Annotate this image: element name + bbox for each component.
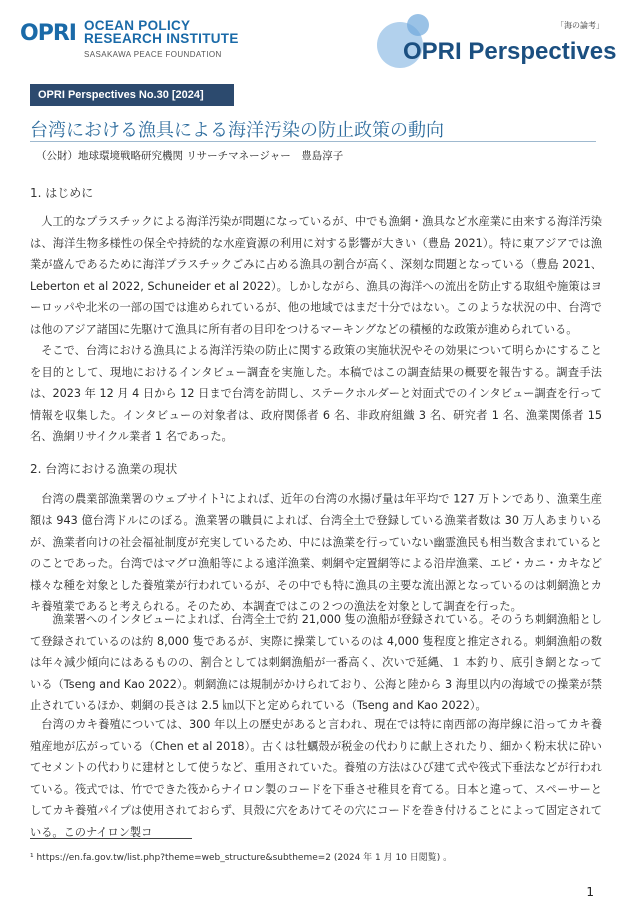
paragraph-fisheries-1-a: 台湾の農業部漁業署のウェブサイト bbox=[41, 492, 221, 506]
page-title: 台湾における漁具による海洋汚染の防止政策の動向 bbox=[30, 120, 444, 141]
footnote: ¹ https://en.fa.gov.tw/list.php?theme=web_structure&subtheme=2 (2024 年 1 月 10 日閲覧) 。 bbox=[30, 853, 453, 863]
institute-name bbox=[84, 19, 239, 45]
series-name: OPRI Perspectives bbox=[403, 38, 617, 65]
section-heading-intro: 1. はじめに bbox=[30, 186, 94, 200]
logo-circle-small bbox=[407, 14, 429, 36]
footnote-ref: 1 bbox=[220, 492, 225, 500]
paragraph-intro-2: そこで、台湾における漁具による海洋汚染の防止に関する政策の実施状況やその効果について明らかにすることを目的として、現地におけるインタビュー調査を実施した。本稿ではこの調査結果の概要を報告する。調査手法は、2023 年 12 月 4 日から 12 日まで台湾を訪問し、ステークホルダーと対面式でのインタビュー調査を行って情報を収集した。インタビューの対象者は、政府関係者 6 名、非政府組織 3 名、研究者 1 名、漁業関係者 15 名、漁網リサイクル業者 1 名であった。 bbox=[30, 344, 602, 443]
opri-perspectives-logo bbox=[369, 12, 617, 74]
opri-logo-mark: OPRI bbox=[20, 21, 76, 46]
paragraph-intro-1: 人工的なプラスチックによる海洋汚染が問題になっているが、中でも漁網・漁具など水産業に由来する海洋汚染は、海洋生物多様性の保全や持続的な水産資源の利用に対する影響が大きい（豊島 2021）。特に東アジアでは漁業が盛んであるために海洋プラスチックごみに占める漁具の割合が高く、深刻な問題となっている（豊島 2021、Leberton et al 2022, Schuneider et al 2022）。しかしながら、漁具の海洋への流出を防止する取組や施策はヨーロッパや北米の一部の国では進められているが、他の地域ではまだ十分ではない。このような状況の中、台湾では他のアジア諸国に先駆けて漁具に所有者の目印をつけるマーキングなどの積極的な政策が進められている。 bbox=[30, 215, 602, 336]
paragraph-fisheries-3: 台湾のカキ養殖については、300 年以上の歴史があると言われ、現在では特に南西部の海岸線に沿ってカキ養殖産地が広がっている（Chen et al 2018）。古くは牡蠣殻が税金の代わりに献上されたり、細かく粉末状に砕いてセメントの代わりに建材として使うなど、重用されていた。養殖の方法はひび建て式や筏式下垂法などが行われている。筏式では、竹でできた筏からナイロン製のコードを下垂させ稚貝を育てる。日本と違って、スペーサーとしてカキ養殖パイプは使用されておらず、貝殻に穴をあけてその穴にコードを巻き付けることによって固定されている。このナイロン製コ bbox=[30, 718, 602, 839]
institute-name-line1: OCEAN POLICY bbox=[84, 18, 191, 33]
paragraph-fisheries-1-b: によれば、近年の台湾の水揚げ量は年平均で 127 万トンであり、漁業生産額は 943 億台湾ドルにのぼる。漁業署の職員によれば、台湾全土で登録している漁業者数は 30 万人あまりいるが、漁業者向けの社会福祉制度が充実しているため、中には漁業を行っていない幽霊漁民も相当数含まれているとのことであった。台湾ではマグロ漁船等による遠洋漁業、刺網や定置網等による沿岸漁業、エビ・カニ・カキなど様々な種を対象とした養殖業が行われているが、その中でも特に漁具の主要な流出源となっているのは刺網漁とカキ養殖業であると考えられる。そのため、本調査ではこの２つの漁法を対象として調査を行った。 bbox=[30, 492, 602, 614]
institute-sub: SASAKAWA PEACE FOUNDATION bbox=[84, 50, 222, 59]
title-divider bbox=[30, 141, 596, 142]
series-badge: OPRI Perspectives No.30 [2024] bbox=[30, 84, 234, 106]
section-heading-fisheries: 2. 台湾における漁業の現状 bbox=[30, 462, 178, 476]
opri-logo bbox=[20, 13, 260, 63]
series-tag: 「海の論考」 bbox=[556, 21, 604, 30]
author-line: （公財）地球環境戦略研究機関 リサーチマネージャー 豊島淳子 bbox=[36, 150, 344, 162]
page-number: 1 bbox=[586, 885, 594, 899]
paragraph-fisheries-2: 漁業署へのインタビューによれば、台湾全土で約 21,000 隻の漁船が登録されている。そのうち刺網漁船として登録されているのは約 8,000 隻であるが、実際に操業しているのは 4,000 隻程度と推定される。刺網漁船の数は年々減少傾向にはあるものの、割合としては刺網漁船が一番高く、次いで延縄、１ 本釣り、底引き網となっている（Tseng and Kao 2022）。刺網漁には規制がかけられており、公海と陸から 3 海里以内の海域での操業が禁止されているほか、刺網の長さは 2.5 ㎞以下と定められている（Tseng and Kao 2022）。 bbox=[30, 613, 602, 712]
paragraph-fisheries-1 bbox=[30, 486, 602, 618]
institute-name-line2: RESEARCH INSTITUTE bbox=[84, 31, 239, 46]
footnote-divider bbox=[30, 838, 192, 839]
